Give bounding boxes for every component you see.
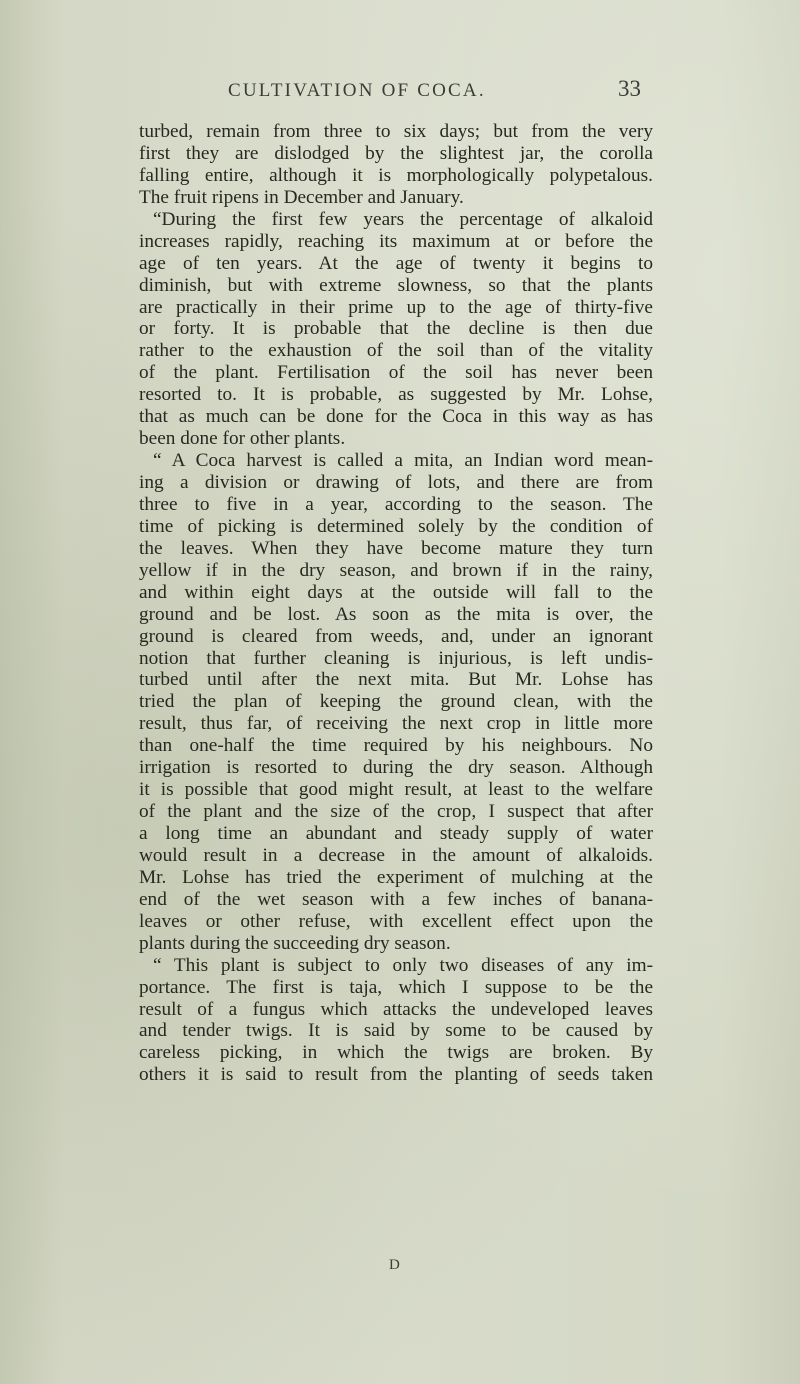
body-text	[139, 121, 653, 1086]
text-line: result, thus far, of receiving the next crop in little more	[139, 713, 653, 735]
text-line: diminish, but with extreme slowness, so that the plants	[139, 274, 653, 296]
text-line: first they are dislodged by the slightest jar, the corolla	[139, 142, 653, 164]
text-line: time of picking is determined solely by the condition of	[139, 515, 653, 537]
text-line: turbed, remain from three to six days; but from the very	[139, 121, 653, 142]
page-header	[0, 72, 800, 112]
text-line: “ A Coca harvest is called a mita, an Indian word mean-	[153, 450, 653, 472]
running-head: CULTIVATION OF COCA.	[228, 80, 486, 101]
text-line: are practically in their prime up to the age of thirty-five	[139, 296, 653, 318]
text-line: careless picking, in which the twigs are broken. By	[139, 1042, 653, 1064]
text-line: increases rapidly, reaching its maximum at or before the	[139, 230, 653, 252]
text-line: of the plant. Fertilisation of the soil has never been	[139, 362, 653, 384]
text-line: leaves or other refuse, with excellent effect upon the	[139, 910, 653, 932]
text-line: rather to the exhaustion of the soil than of the vitality	[139, 340, 653, 362]
text-line: turbed until after the next mita. But Mr. Lohse has	[139, 669, 653, 691]
text-line: would result in a decrease in the amount of alkaloids.	[139, 844, 653, 866]
text-line: it is possible that good might result, at least to the welfare	[139, 779, 653, 801]
text-line: The fruit ripens in December and January.	[139, 186, 464, 208]
text-line: irrigation is resorted to during the dry season. Although	[139, 757, 653, 779]
text-line: others it is said to result from the planting of seeds taken	[139, 1064, 653, 1086]
text-line: the leaves. When they have become mature they turn	[139, 537, 653, 559]
text-line: end of the wet season with a few inches of banana-	[139, 888, 653, 910]
text-line: or forty. It is probable that the decline is then due	[139, 318, 653, 340]
signature-mark: D	[389, 1257, 400, 1273]
page-number: 33	[618, 76, 641, 101]
text-line: notion that further cleaning is injurious, is left undis-	[139, 647, 653, 669]
text-line: portance. The first is taja, which I suppose to be the	[139, 976, 653, 998]
text-line: “ This plant is subject to only two diseases of any im-	[153, 954, 653, 976]
text-line: falling entire, although it is morphologically polypetalous.	[139, 164, 653, 186]
text-line: three to five in a year, according to the season. The	[139, 493, 653, 515]
text-line: a long time an abundant and steady supply of water	[139, 823, 653, 844]
text-line: been done for other plants.	[139, 428, 346, 450]
text-line: and within eight days at the outside will fall to the	[139, 581, 653, 603]
text-line: ground and be lost. As soon as the mita is over, the	[139, 603, 653, 625]
text-line: tried the plan of keeping the ground clean, with the	[139, 691, 653, 713]
text-line: age of ten years. At the age of twenty it begins to	[139, 252, 653, 274]
text-line: ing a division or drawing of lots, and there are from	[139, 472, 653, 493]
text-line: “During the first few years the percentage of alkaloid	[153, 208, 653, 230]
text-line: and tender twigs. It is said by some to be caused by	[139, 1020, 653, 1042]
text-line: yellow if in the dry season, and brown if in the rainy,	[139, 559, 653, 581]
text-line: plants during the succeeding dry season.	[139, 932, 451, 954]
text-line: resorted to. It is probable, as suggested by Mr. Lohse,	[139, 384, 653, 406]
text-line: than one-half the time required by his neighbours. No	[139, 735, 653, 757]
text-line: ground is cleared from weeds, and, under an ignorant	[139, 625, 653, 647]
text-line: of the plant and the size of the crop, I suspect that after	[139, 801, 653, 823]
text-line: Mr. Lohse has tried the experiment of mulching at the	[139, 866, 653, 888]
text-line: that as much can be done for the Coca in this way as has	[139, 406, 653, 428]
text-line: result of a fungus which attacks the undeveloped leaves	[139, 998, 653, 1020]
